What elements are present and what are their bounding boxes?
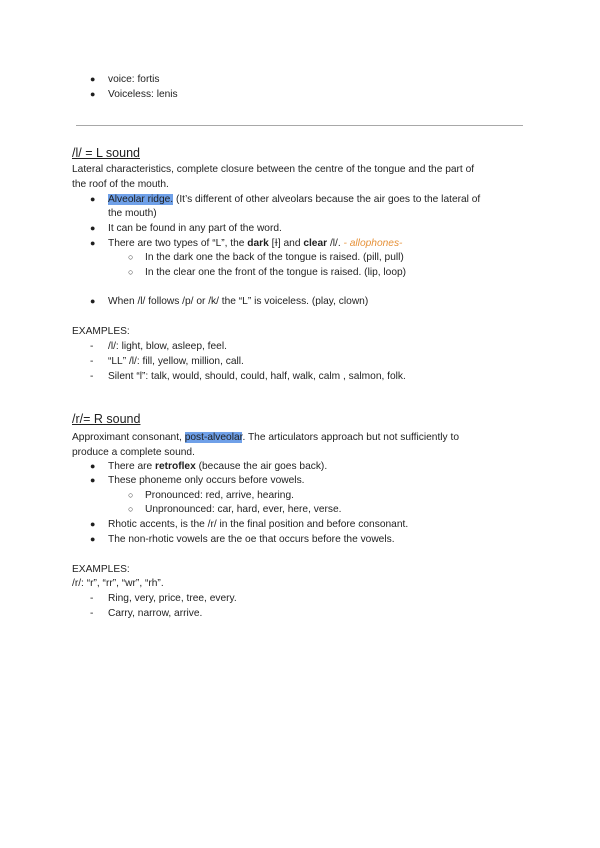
intro-text: produce a complete sound. xyxy=(72,447,195,458)
bullet-dot: ● xyxy=(90,519,96,529)
sub-list-item: Unpronounced: car, hard, ever, here, verse. xyxy=(145,504,342,515)
sub-list-item: In the clear one the front of the tongue is raised. (lip, loop) xyxy=(145,267,407,278)
list-item: Voiceless: lenis xyxy=(108,89,178,100)
sub-list-item: In the dark one the back of the tongue is raised. (pill, pull) xyxy=(145,252,404,263)
intro-text: the roof of the mouth. xyxy=(72,179,169,190)
bold-text: retroflex xyxy=(155,461,196,472)
list-item: It can be found in any part of the word. xyxy=(108,223,282,234)
bold-text: dark xyxy=(247,238,269,249)
spellings-line: /r/: “r”, “rr”, “wr”, “rh”. xyxy=(72,578,164,589)
list-item: Rhotic accents, is the /r/ in the final position and before consonant. xyxy=(108,519,409,530)
intro-text: Approximant consonant, post-alveolar. The articulators approach but not sufficiently to xyxy=(72,432,459,443)
section-heading-r: /r/= R sound xyxy=(72,412,141,426)
bullet-dot: ● xyxy=(90,74,96,84)
bullet-dot: ● xyxy=(90,534,96,544)
examples-label: EXAMPLES: xyxy=(72,326,130,337)
sub-list-item: Pronounced: red, arrive, hearing. xyxy=(145,490,294,501)
bullet-dot: ● xyxy=(90,475,96,485)
allophones-note: - allophones- xyxy=(343,238,403,249)
example-item: Ring, very, price, tree, every. xyxy=(108,593,237,604)
example-item: Carry, narrow, arrive. xyxy=(108,608,203,619)
hollow-bullet: ○ xyxy=(128,504,134,514)
highlighted-text: Alveolar ridge. xyxy=(108,194,174,205)
bullet-dot: ● xyxy=(90,223,96,233)
bullet-dot: ● xyxy=(90,194,96,204)
intro-text: Lateral characteristics, complete closure between the centre of the tongue and the part of xyxy=(72,164,475,175)
list-item: Alveolar ridge. (It’s different of other alveolars because the air goes to the lateral of xyxy=(108,194,481,205)
bullet-dot: ● xyxy=(90,296,96,306)
highlighted-text: post-alveolar xyxy=(184,432,243,443)
list-item-continuation: the mouth) xyxy=(108,208,157,219)
example-item: Silent “l”: talk, would, should, could, half, walk, calm , salmon, folk. xyxy=(108,371,406,382)
hollow-bullet: ○ xyxy=(128,267,134,277)
dash-marker: - xyxy=(90,371,94,382)
example-item: /l/: light, blow, asleep, feel. xyxy=(108,341,227,352)
bullet-dot: ● xyxy=(90,238,96,248)
example-item: “LL” /l/: fill, yellow, million, call. xyxy=(108,356,244,367)
dash-marker: - xyxy=(90,593,94,604)
bullet-dot: ● xyxy=(90,89,96,99)
list-item: These phoneme only occurs before vowels. xyxy=(108,475,305,486)
list-item: When /l/ follows /p/ or /k/ the “L” is voiceless. (play, clown) xyxy=(108,296,369,307)
list-item: There are two types of “L”, the dark [ɫ] and clear /l/. - allophones- xyxy=(108,238,403,249)
dash-marker: - xyxy=(90,341,94,352)
list-item: The non-rhotic vowels are the oe that occurs before the vowels. xyxy=(108,534,395,545)
horizontal-divider xyxy=(76,125,523,126)
examples-label: EXAMPLES: xyxy=(72,564,130,575)
hollow-bullet: ○ xyxy=(128,490,134,500)
dash-marker: - xyxy=(90,356,94,367)
hollow-bullet: ○ xyxy=(128,252,134,262)
bullet-dot: ● xyxy=(90,461,96,471)
list-item: voice: fortis xyxy=(108,74,160,85)
bold-text: clear xyxy=(303,238,328,249)
dash-marker: - xyxy=(90,608,94,619)
list-item: There are retroflex (because the air goes back). xyxy=(108,461,328,472)
section-heading-l: /l/ = L sound xyxy=(72,146,140,160)
